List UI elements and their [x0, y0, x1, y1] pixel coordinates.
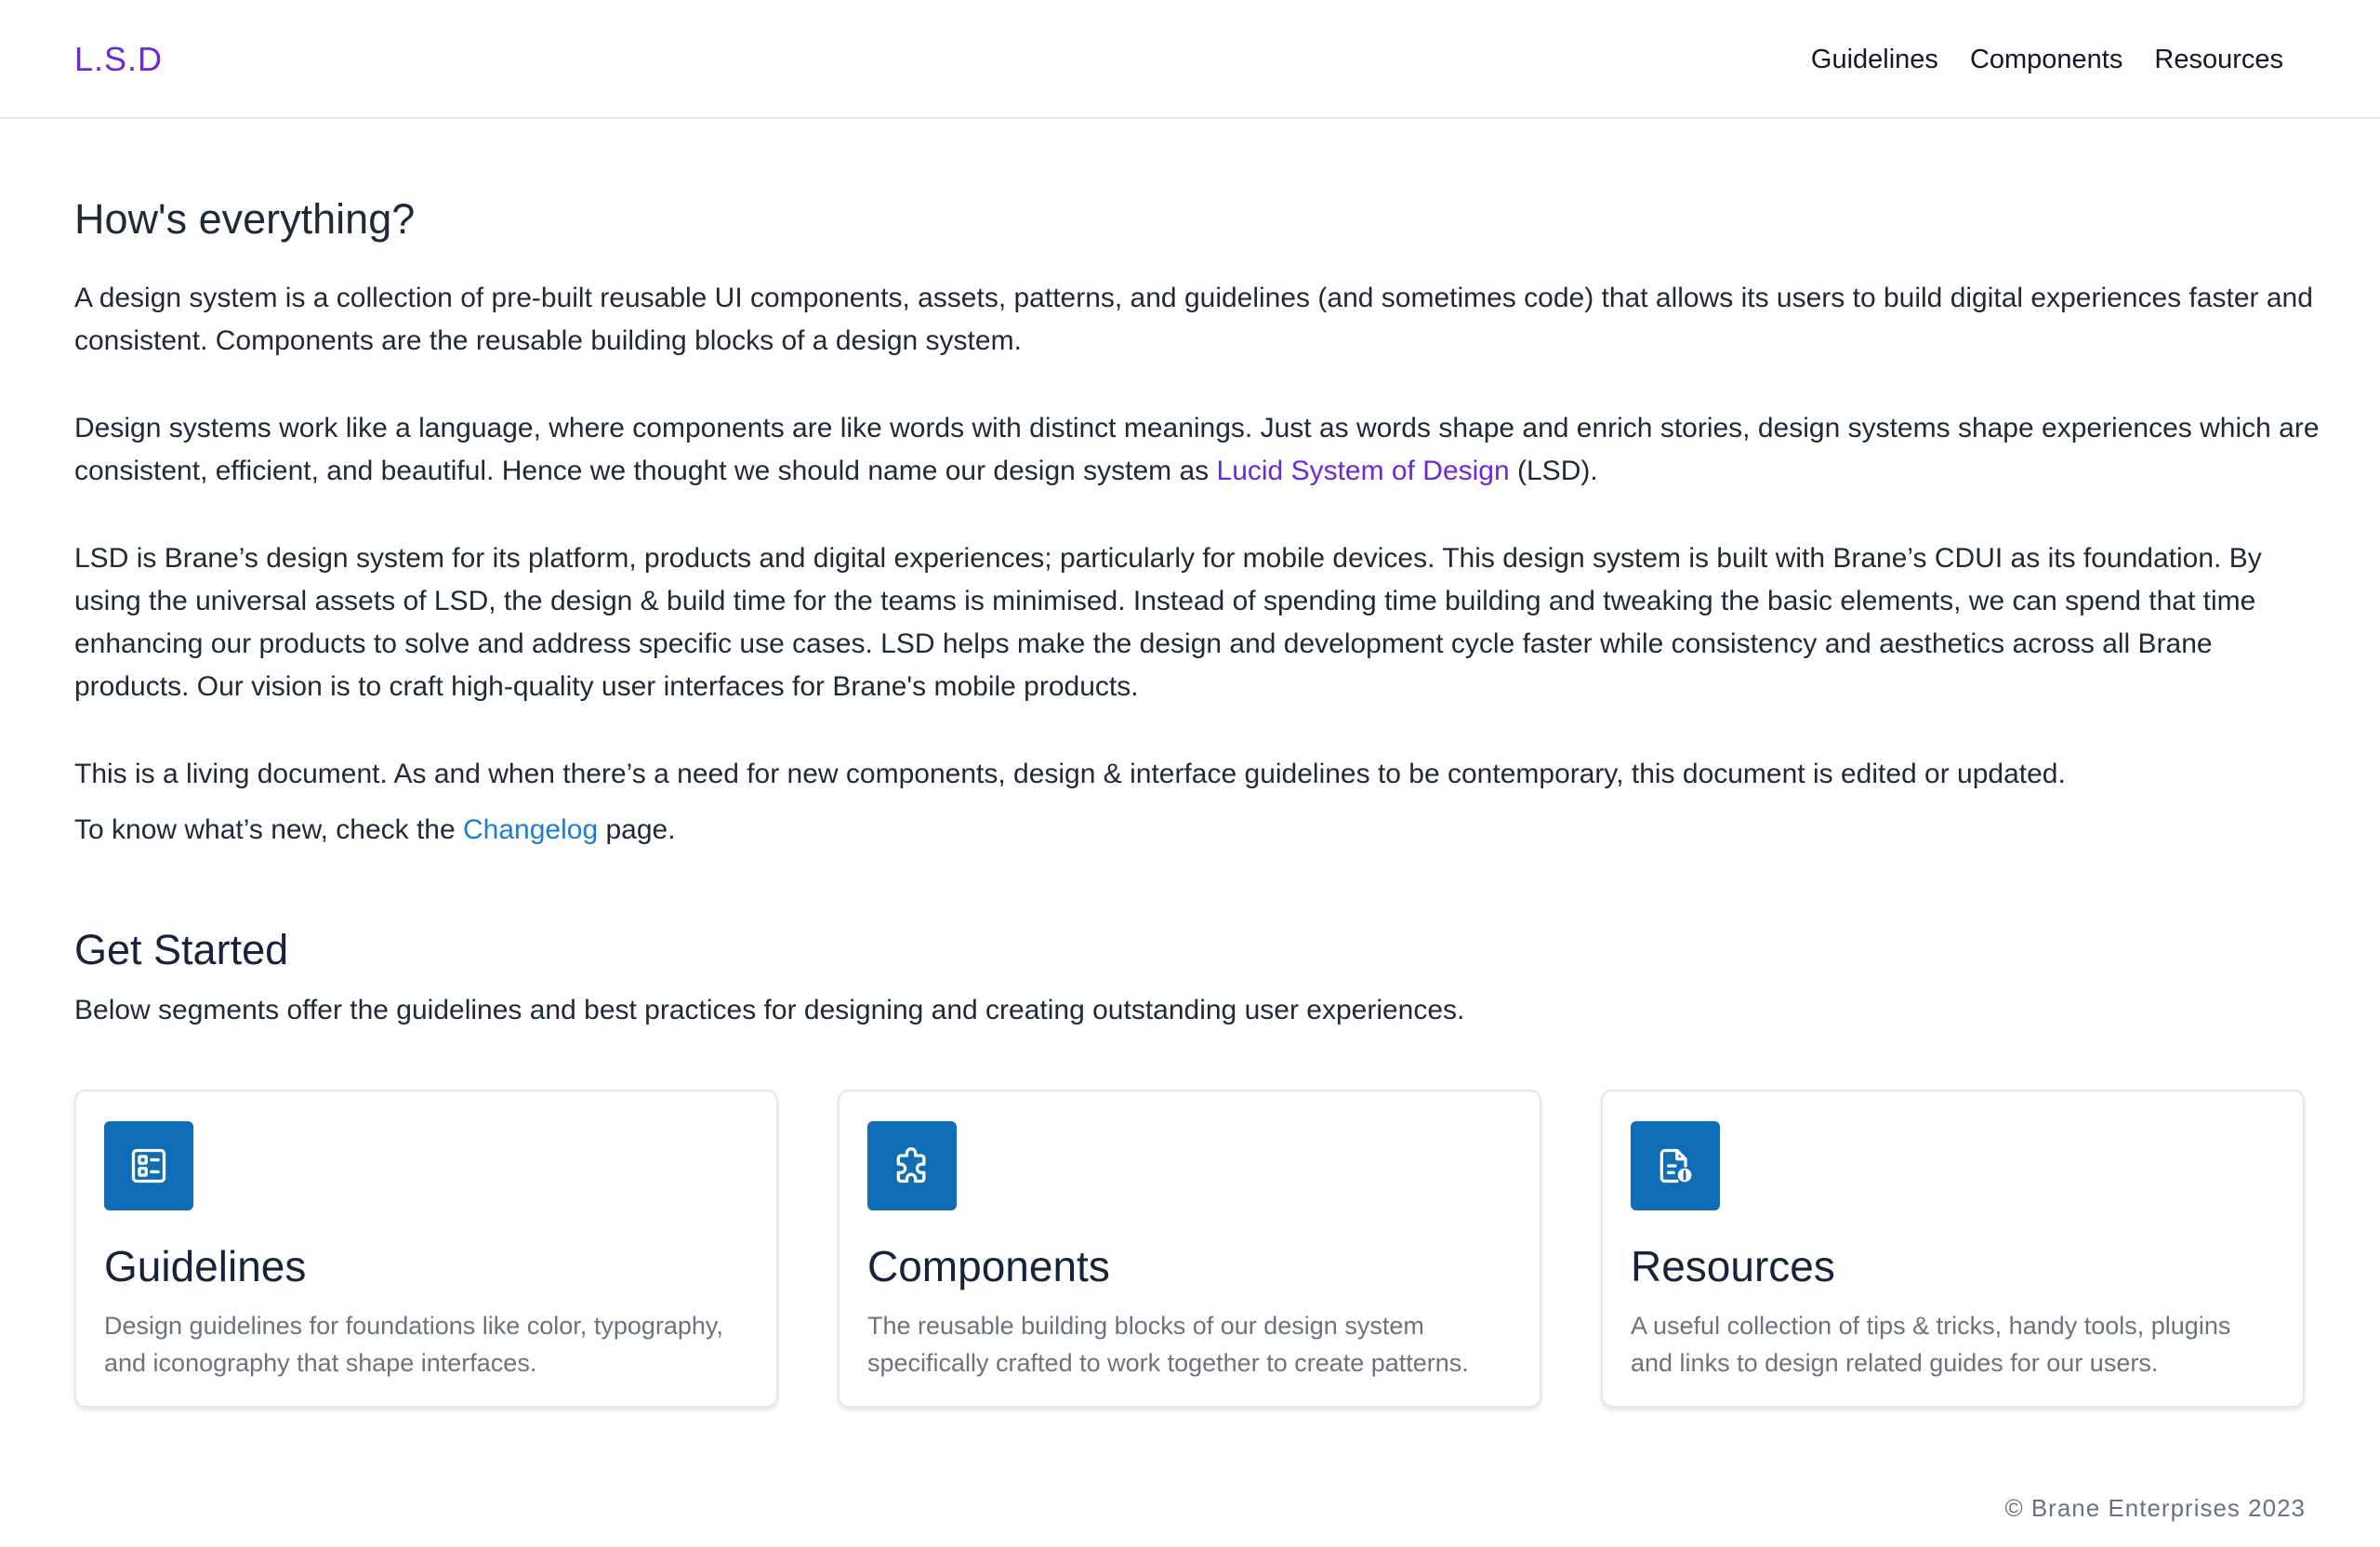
file-info-icon [1631, 1121, 1720, 1210]
card-desc-components: The reusable building blocks of our design system specifically crafted to work together to create patterns. [867, 1312, 1469, 1377]
intro-paragraph-3: LSD is Brane’s design system for its platform, products and digital experiences; particularly for mobile devices. This design system is built with Brane’s CDUI as its foundation. By using the universal assets of LSD, the design & build time for the teams is minimised. Instead of spending time building and tweaking the basic elements, we can spend that time enhancing our products to solve and address specific use cases. LSD helps make the design and development cycle faster while consistency and aesthetics across all Brane products. Our vision is to craft high-quality user interfaces for Brane's mobile products. [74, 543, 2262, 702]
intro-paragraph-2-text: Design systems work like a language, where components are like words with distinct meanings. Just as words shape and enrich stories, design systems shape experiences which are consistent, efficient, and beautiful. Hence we thought we should name our design system as [74, 413, 2320, 486]
card-title-components: Components [867, 1242, 1110, 1290]
card-desc-guidelines: Design guidelines for foundations like color, typography, and iconography that shape interfaces. [104, 1312, 723, 1377]
main-content [74, 186, 2320, 1032]
get-started-title: Get Started [74, 926, 289, 973]
changelog-suffix: page. [598, 814, 676, 845]
top-header [0, 0, 2380, 119]
changelog-link[interactable]: Changelog [463, 814, 599, 845]
changelog-text: To know what’s new, check the [74, 814, 464, 845]
intro-paragraph-1: A design system is a collection of pre-built reusable UI components, assets, patterns, and guidelines (and sometimes code) that allows its users to build digital experiences faster and consistent. Components are the reusable building blocks of a design system. [74, 283, 2313, 356]
card-resources[interactable] [1601, 1090, 2305, 1408]
layout-list-icon [104, 1121, 193, 1210]
changelog-paragraph [74, 809, 2324, 852]
main-nav [1811, 41, 2283, 78]
nav-link-guidelines[interactable]: Guidelines [1810, 45, 1938, 74]
get-started-subtitle: Below segments offer the guidelines and best practices for designing and creating outstanding user experiences. [74, 995, 1465, 1025]
intro-paragraph-4: This is a living document. As and when there’s a need for new components, design & interface guidelines to be contemporary, this document is edited or updated. [74, 759, 2066, 789]
nav-link-components[interactable]: Components [1969, 45, 2123, 74]
nav-link-resources[interactable]: Resources [2154, 45, 2283, 74]
card-components[interactable] [838, 1090, 1541, 1408]
card-desc-resources: A useful collection of tips & tricks, handy tools, plugins and links to design related guides for our users. [1631, 1312, 2231, 1377]
get-started-cards [74, 1090, 2306, 1408]
puzzle-icon [867, 1121, 957, 1210]
logo-link[interactable]: L.S.D [74, 40, 164, 78]
card-guidelines[interactable] [74, 1090, 778, 1408]
intro-paragraph-2-suffix: (LSD). [1509, 456, 1598, 486]
footer-copyright: © Brane Enterprises 2023 [2004, 1494, 2306, 1522]
lucid-system-link[interactable]: Lucid System of Design [1216, 456, 1510, 486]
page-title: How's everything? [74, 195, 416, 243]
card-title-resources: Resources [1631, 1242, 1835, 1290]
intro-paragraph-2 [74, 407, 2324, 493]
card-title-guidelines: Guidelines [104, 1242, 307, 1290]
